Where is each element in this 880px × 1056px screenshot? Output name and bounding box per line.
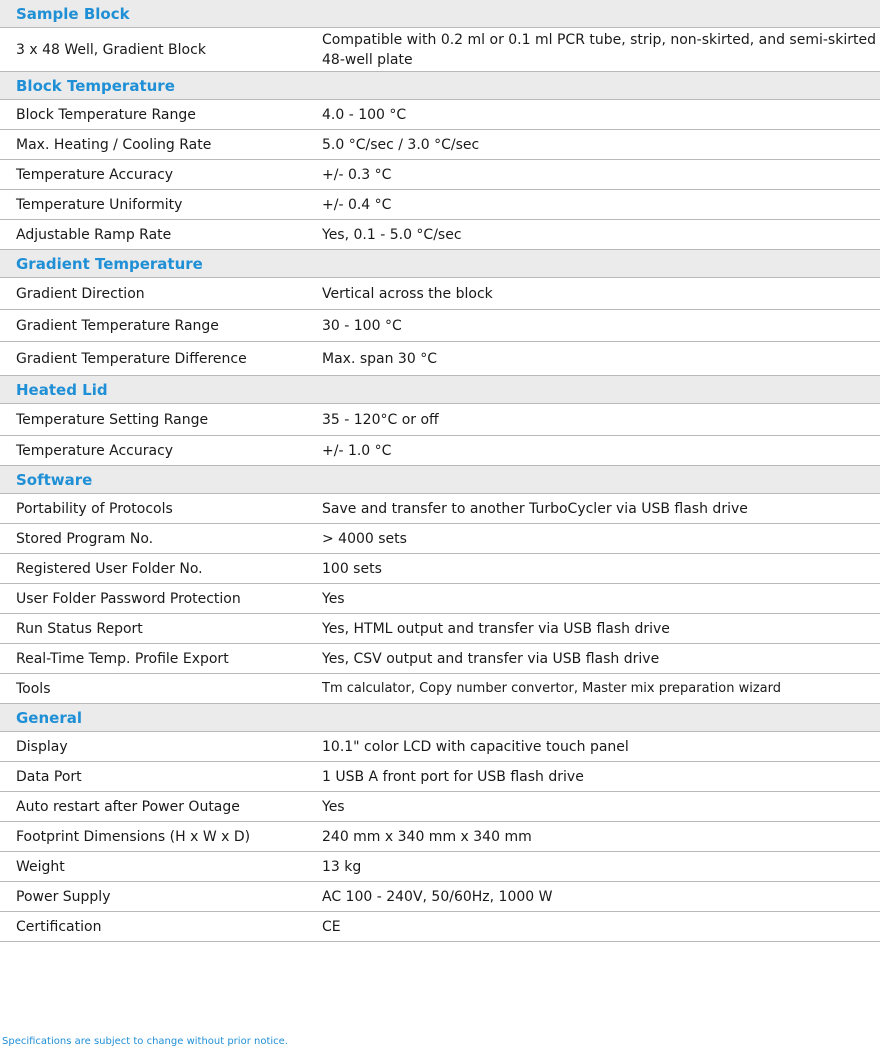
spec-value: 13 kg [322,858,362,875]
table-row [0,220,880,250]
spec-value: 240 mm x 340 mm x 340 mm [322,828,532,845]
spec-value: AC 100 - 240V, 50/60Hz, 1000 W [322,888,553,905]
spec-label: Footprint Dimensions (H x W x D) [16,828,251,845]
table-row [0,130,880,160]
spec-value: 10.1" color LCD with capacitive touch panel [322,738,629,755]
table-row [0,100,880,130]
table-row [0,310,880,342]
table-row [0,28,880,72]
spec-label: Tools [16,680,51,697]
spec-value: CE [322,918,341,935]
spec-value: Yes, HTML output and transfer via USB flash drive [322,620,670,637]
table-row [0,732,880,762]
table-row [0,494,880,524]
section-header-gradient-temperature: Gradient Temperature [0,250,880,278]
spec-value: Yes, CSV output and transfer via USB flash drive [322,650,660,667]
spec-label: Temperature Accuracy [16,166,174,183]
spec-label: Data Port [16,768,82,785]
spec-value: 4.0 - 100 °C [322,106,407,123]
section-header-software: Software [0,466,880,494]
table-row [0,674,880,704]
spec-value: Max. span 30 °C [322,350,437,367]
table-row [0,614,880,644]
spec-label: Temperature Accuracy [16,442,174,459]
spec-label: Max. Heating / Cooling Rate [16,136,212,153]
table-row [0,762,880,792]
spec-value: 35 - 120°C or off [322,411,439,428]
spec-label: Certification [16,918,102,935]
section-header-sample-block: Sample Block [0,0,880,28]
spec-value: Yes [322,798,345,815]
spec-label: User Folder Password Protection [16,590,241,607]
table-row [0,278,880,310]
spec-label: Power Supply [16,888,111,905]
spec-value: +/- 0.4 °C [322,196,392,213]
section-header-general: General [0,704,880,732]
spec-value: 100 sets [322,560,382,577]
table-row [0,882,880,912]
table-row [0,912,880,942]
spec-label: Gradient Direction [16,285,145,302]
spec-label: Weight [16,858,65,875]
spec-label: Gradient Temperature Range [16,317,219,334]
spec-label: Block Temperature Range [16,106,196,123]
spec-label: Temperature Uniformity [16,196,183,213]
table-row [0,644,880,674]
table-row [0,822,880,852]
spec-value: Yes, 0.1 - 5.0 °C/sec [322,226,462,243]
spec-value: Tm calculator, Copy number convertor, Master mix preparation wizard [322,680,782,696]
spec-value: Vertical across the block [322,285,493,302]
table-row [0,792,880,822]
table-row [0,554,880,584]
table-row [0,436,880,466]
table-row [0,404,880,436]
spec-value: +/- 1.0 °C [322,442,392,459]
spec-value: Compatible with 0.2 ml or 0.1 ml PCR tube, strip, non-skirted, and semi-skirted 48-well plate [322,31,876,68]
table-row [0,342,880,376]
spec-label: Registered User Folder No. [16,560,203,577]
spec-label: Portability of Protocols [16,500,173,517]
table-row [0,524,880,554]
spec-label: Adjustable Ramp Rate [16,226,172,243]
footnote: Specifications are subject to change without prior notice. [2,1036,288,1047]
spec-label: Display [16,738,68,755]
table-row [0,852,880,882]
spec-label: Real-Time Temp. Profile Export [16,650,229,667]
spec-value: +/- 0.3 °C [322,166,392,183]
spec-label: 3 x 48 Well, Gradient Block [16,41,206,58]
spec-label: Gradient Temperature Difference [16,350,247,367]
section-header-block-temperature: Block Temperature [0,72,880,100]
spec-label: Run Status Report [16,620,143,637]
spec-value: 5.0 °C/sec / 3.0 °C/sec [322,136,480,153]
spec-label: Stored Program No. [16,530,154,547]
spec-value: Save and transfer to another TurboCycler via USB flash drive [322,500,748,517]
spec-value: Yes [322,590,345,607]
section-header-heated-lid: Heated Lid [0,376,880,404]
spec-label: Temperature Setting Range [16,411,209,428]
spec-value: 1 USB A front port for USB flash drive [322,768,584,785]
table-row [0,190,880,220]
spec-value: 30 - 100 °C [322,317,402,334]
table-row [0,160,880,190]
spec-label: Auto restart after Power Outage [16,798,240,815]
table-row [0,584,880,614]
spec-value: > 4000 sets [322,530,407,547]
